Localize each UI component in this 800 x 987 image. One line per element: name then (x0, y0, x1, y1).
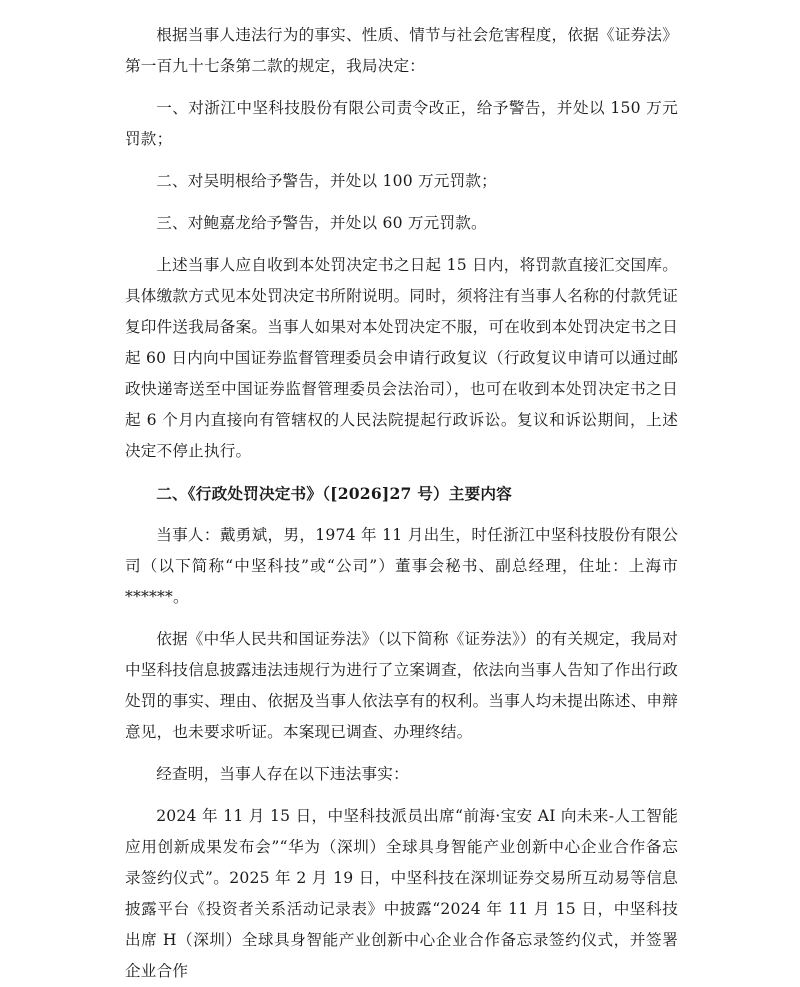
paragraph-payment-instructions: 上述当事人应自收到本处罚决定书之日起 15 日内，将罚款直接汇交国库。具体缴款方式见本处罚决定书所附说明。同时，须将注有当事人名称的付款凭证复印件送我局备案。当事人如果对本处罚决定不服，可在收到本处罚决定书之日起 60 日内向中国证券监督管理委员会申请行政复议（行政复议申请可以通过邮政快递寄送至中国证券监督管理委员会法治司），也可在收到本处罚决定书之日起 6 个月内直接向有管辖权的人民法院提起行政诉讼。复议和诉讼期间，上述决定不停止执行。 (125, 256, 678, 460)
paragraph-party-info: 当事人：戴勇斌，男，1974 年 11 月出生，时任浙江中坚科技股份有限公司（以下简称“中坚科技”或“公司”）董事会秘书、副总经理，住址：上海市******。 (125, 526, 678, 606)
paragraph-investigation: 依据《中华人民共和国证券法》（以下简称《证券法》）的有关规定，我局对中坚科技信息披露违法违规行为进行了立案调查，依法向当事人告知了作出行政处罚的事实、理由、依据及当事人依法享有的权利。当事人均未提出陈述、申辩意见，也未要求听证。本案现已调查、办理终结。 (125, 630, 678, 741)
section-heading: 二、《行政处罚决定书》（[2026]27 号）主要内容 (156, 484, 512, 503)
paragraph-findings-intro: 经查明，当事人存在以下违法事实： (156, 765, 409, 783)
paragraph-penalty-company: 一、对浙江中坚科技股份有限公司责令改正，给予警告，并处以 150 万元罚款； (125, 99, 678, 148)
paragraph-facts: 2024 年 11 月 15 日，中坚科技派员出席“前海·宝安 AI 向未来-人工智能应用创新成果发布会”“华为（深圳）全球具身智能产业创新中心企业合作备忘录签约仪式”。2025 年 2 月 19 日，中坚科技在深圳证券交易所互动易等信息披露平台《投资者关系活动记录表》中披露“2024 年 11 月 15 日，中坚科技出席 H（深圳）全球具身智能产业创新中心企业合作备忘录签约仪式，并签署企业合作 (125, 807, 678, 980)
paragraph-decision-basis: 根据当事人违法行为的事实、性质、情节与社会危害程度，依据《证券法》第一百九十七条第二款的规定，我局决定： (125, 26, 678, 75)
paragraph-penalty-bao: 三、对鲍嘉龙给予警告，并处以 60 万元罚款。 (156, 214, 487, 232)
paragraph-penalty-wu: 二、对吴明根给予警告，并处以 100 万元罚款； (156, 172, 497, 190)
